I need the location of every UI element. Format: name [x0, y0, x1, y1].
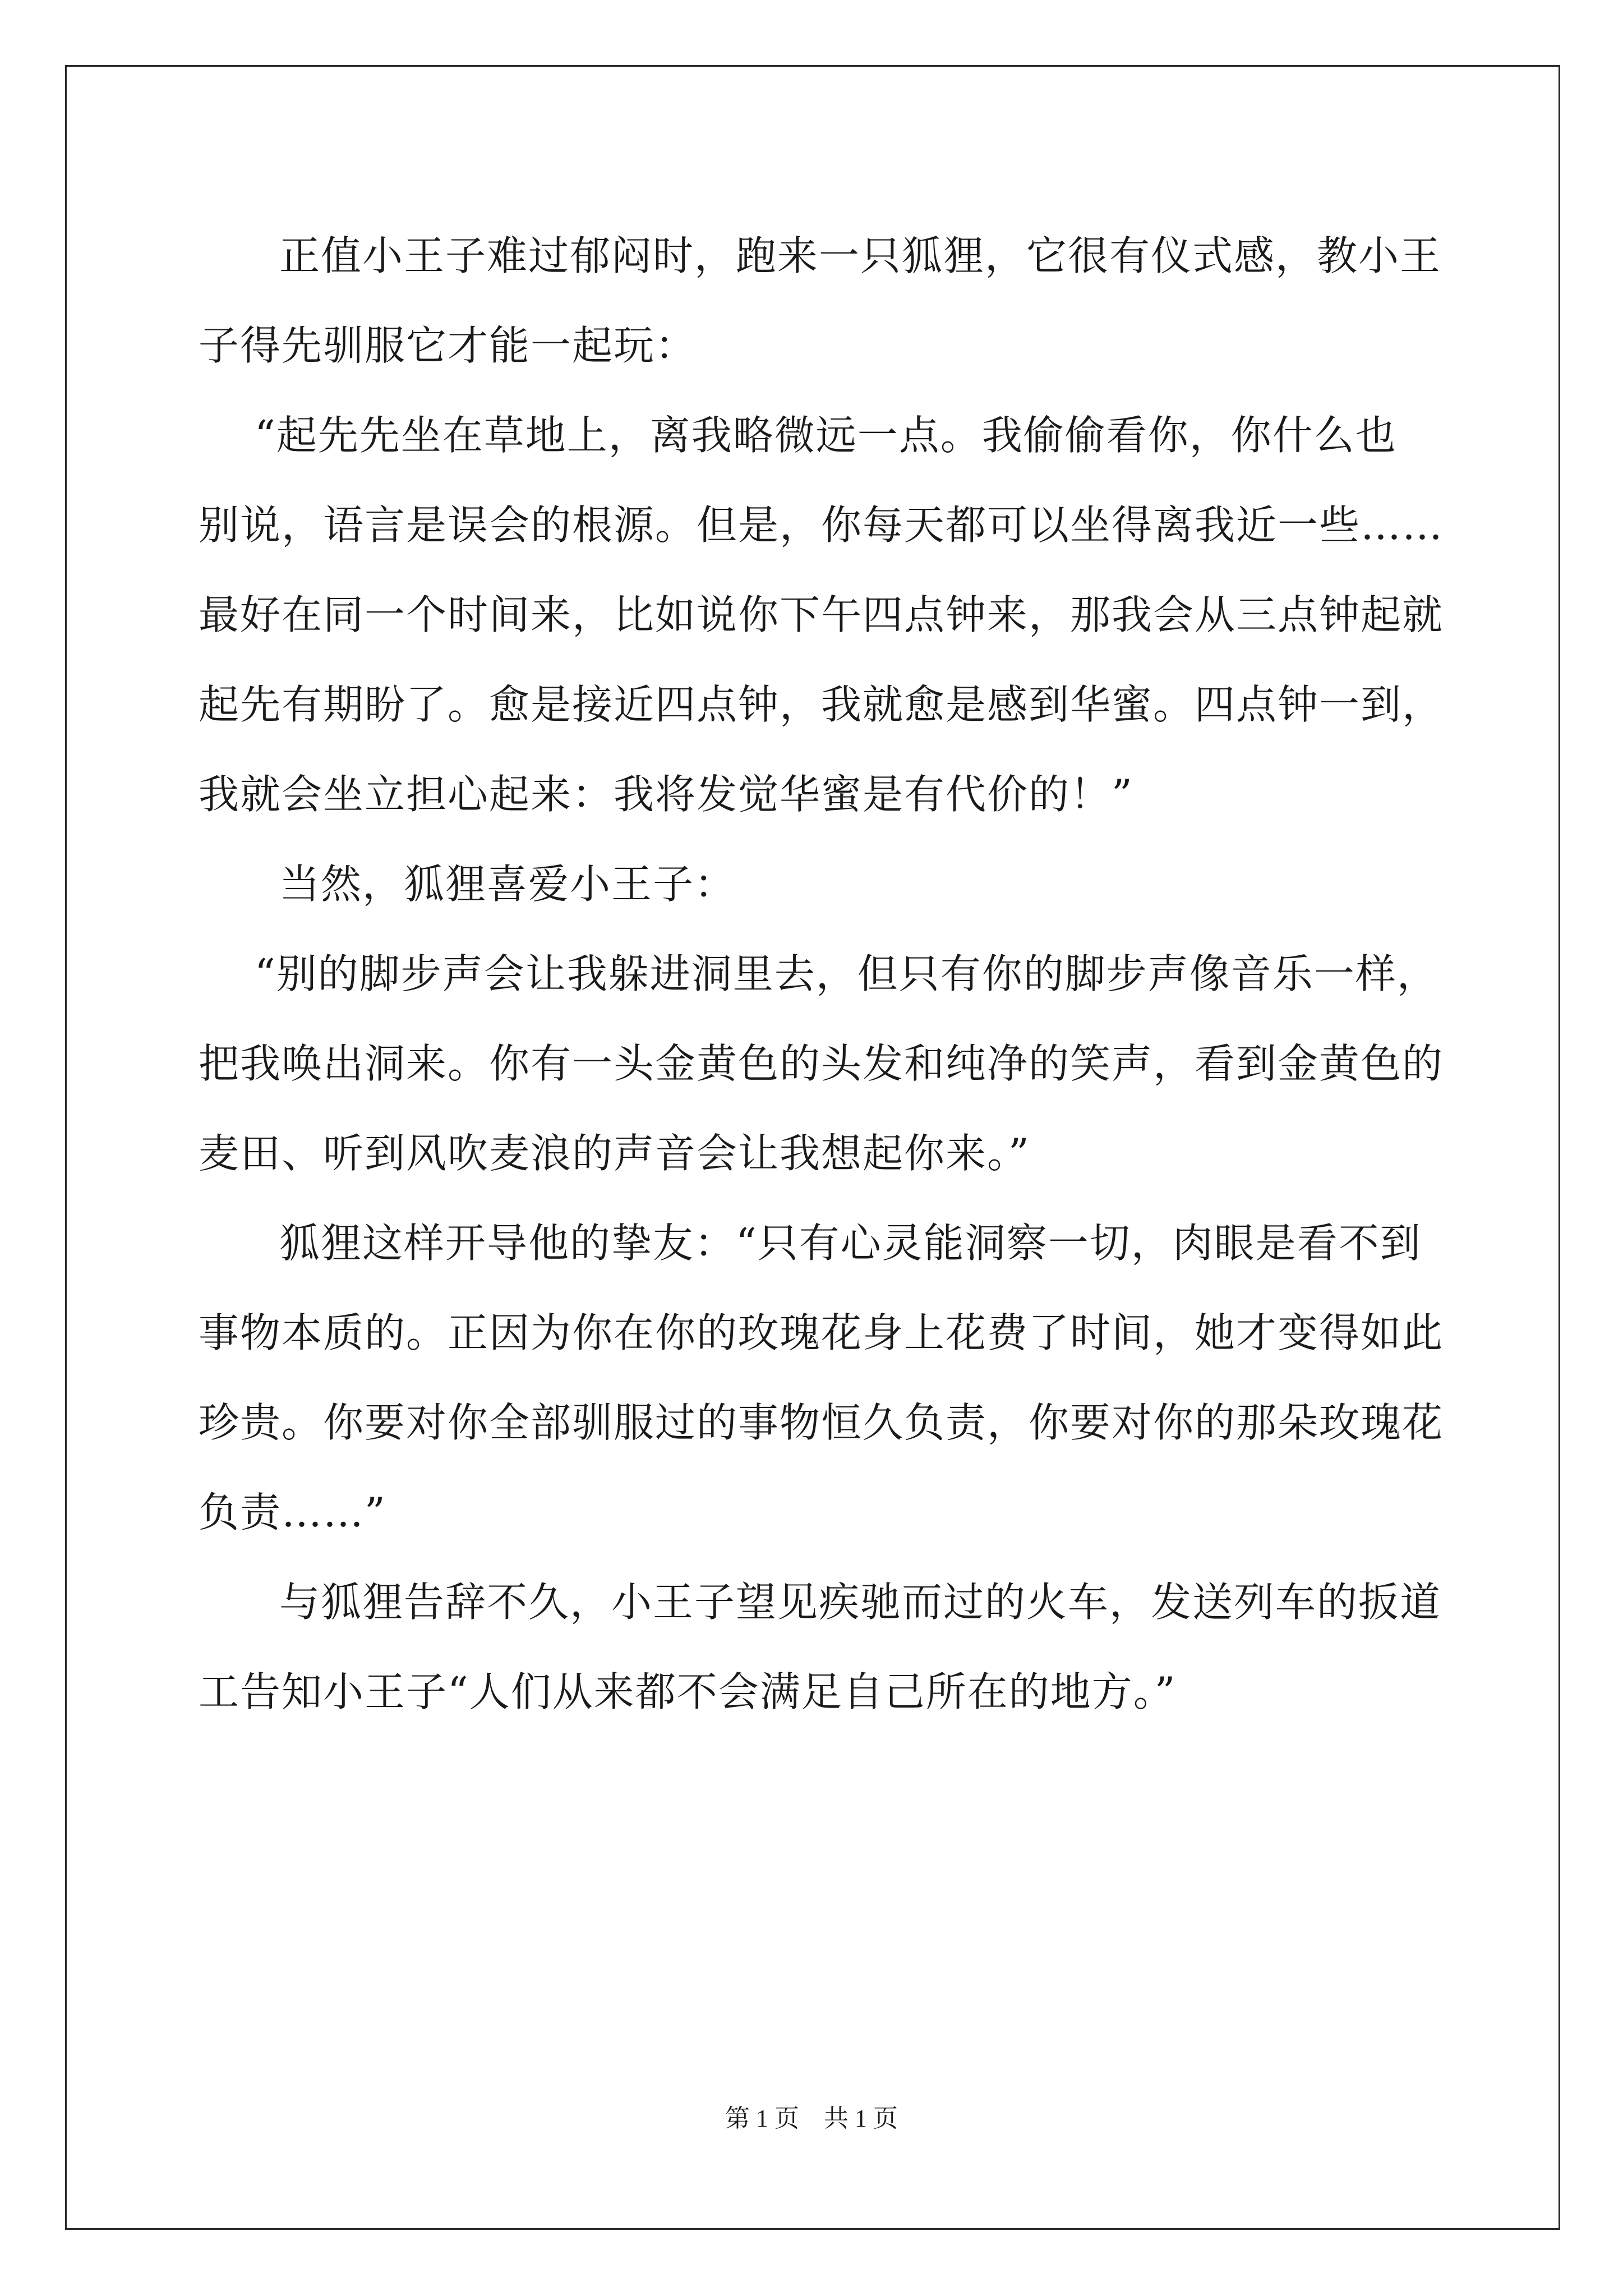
text-line: “别的脚步声会让我躲进洞里去，但只有你的脚步声像音乐一样， [255, 950, 1438, 997]
text-line: 正值小王子难过郁闷时，跑来一只狐狸，它很有仪式感，教小王 [279, 232, 1442, 279]
text-line: 最好在同一个时间来，比如说你下午四点钟来，那我会从三点钟起就 [199, 591, 1444, 638]
text-line: 麦田、听到风吹麦浪的声音会让我想起你来。” [199, 1130, 1030, 1177]
text-line: 与狐狸告辞不久，小王子望见疾驰而过的火车，发送列车的扳道 [279, 1579, 1442, 1626]
text-line: 事物本质的。正因为你在你的玫瑰花身上花费了时间，她才变得如此 [199, 1309, 1444, 1356]
text-line: 负责……” [199, 1489, 386, 1536]
page-number-footer: 第 1 页 共 1 页 [725, 2105, 898, 2132]
document-body [199, 211, 1444, 1737]
text-line: 别说，语言是误会的根源。但是，你每天都可以坐得离我近一些…… [199, 501, 1444, 549]
text-line: 我就会坐立担心起来：我将发觉华蜜是有代价的！” [199, 771, 1133, 818]
text-line: 狐狸这样开导他的挚友：“只有心灵能洞察一切，肉眼是看不到 [279, 1220, 1422, 1267]
text-line: 把我唤出洞来。你有一头金黄色的头发和纯净的笑声，看到金黄色的 [199, 1040, 1444, 1087]
text-line: 子得先驯服它才能一起玩： [199, 322, 697, 369]
text-line: 当然，狐狸喜爱小王子： [279, 861, 736, 908]
text-line: 工告知小王子“人们从来都不会满足自己所在的地方。” [199, 1668, 1177, 1715]
text-line: 珍贵。你要对你全部驯服过的事物恒久负责，你要对你的那朵玫瑰花 [199, 1399, 1444, 1446]
text-line: “起先先坐在草地上，离我略微远一点。我偷偷看你，你什么也 [255, 412, 1397, 459]
text-line: 起先有期盼了。愈是接近四点钟，我就愈是感到华蜜。四点钟一到， [199, 681, 1444, 728]
